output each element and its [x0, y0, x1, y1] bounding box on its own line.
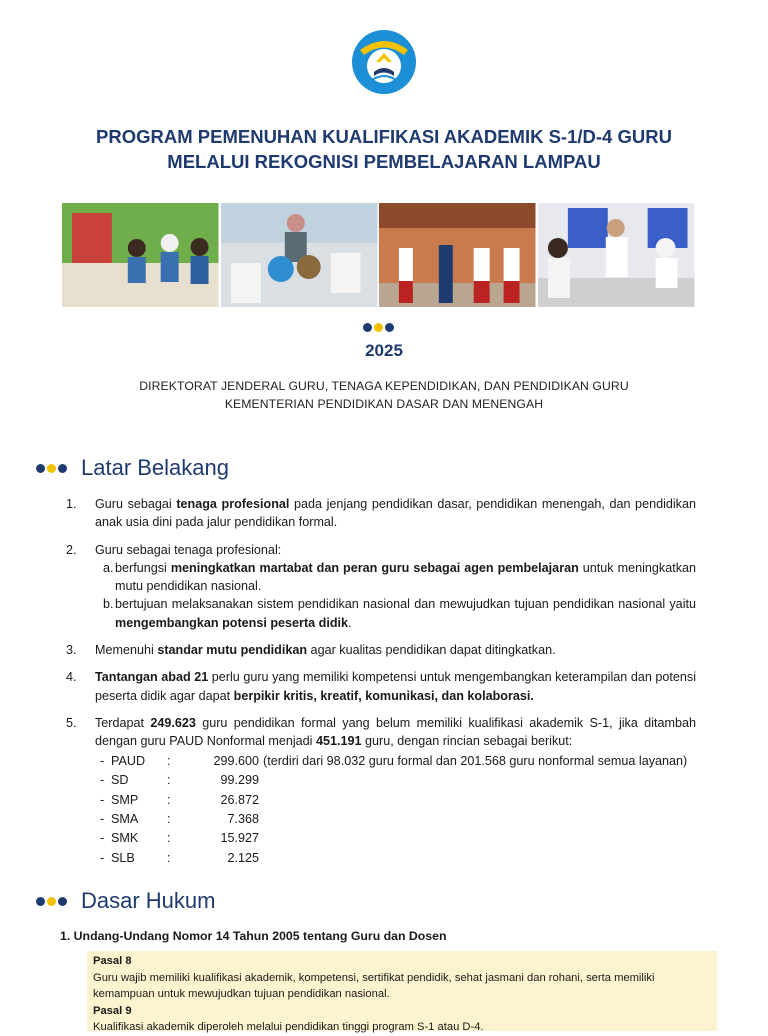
- sub-item: a. berfungsi meningkatkan martabat dan peran guru sebagai agen pembelajaran untuk meningkatkan mutu pendidikan nasional.: [103, 560, 696, 594]
- title-line-1: PROGRAM PEMENUHAN KUALIFIKASI AKADEMIK S-1/D-4 GURU: [96, 126, 672, 147]
- pasal-text: Kualifikasi akademik diperoleh melalui pendidikan tinggi program S-1 atau D-4.: [93, 1021, 484, 1033]
- section-title: Latar Belakang: [81, 455, 229, 480]
- item-text: Guru sebagai tenaga profesional pada jenjang pendidikan dasar, pendidikan menengah, dan pendidikan anak usia dini pada jalur pendidikan formal.: [95, 497, 696, 530]
- item-number: 1.: [66, 497, 77, 511]
- item-text: Tantangan abad 21 perlu guru yang memiliki kompetensi untuk mengembangkan keterampilan dan potensi peserta didik agar dapat berpikir kritis, kreatif, komunikasi, dan kolaborasi.: [95, 670, 697, 703]
- list-item: [66, 641, 696, 659]
- list-item: [66, 668, 696, 705]
- section-dots-icon: [36, 897, 67, 906]
- classroom-photo-2: [221, 203, 378, 307]
- teacher-count-table: [95, 752, 696, 868]
- table-row: - SMP : 26.872: [100, 792, 259, 807]
- item-number: 3.: [66, 643, 77, 658]
- item-number: 4.: [66, 670, 77, 685]
- pasal-heading: Pasal 9: [93, 1004, 132, 1017]
- item-text: Guru sebagai tenaga profesional: a. berfungsi meningkatkan martabat dan peran guru sebagai agen pembelajaran untuk meningkatkan mutu pendidikan nasional. b. bertujuan melaksanakan sistem pendidikan nasional dan mewujudkan tujuan pendidikan nasional yaitu mengembangkan potensi peserta didik.: [95, 541, 696, 632]
- list-item: [66, 541, 696, 632]
- item-text: Memenuhi standar mutu pendidikan agar kualitas pendidikan dapat ditingkatkan.: [95, 643, 556, 658]
- sub-item: b. bertujuan melaksanakan sistem pendidikan nasional dan mewujudkan tujuan pendidikan nasional yaitu mengembangkan potensi peserta didik.: [103, 597, 696, 630]
- section-heading-dasar: [36, 888, 215, 914]
- law-excerpt-box: [87, 951, 717, 1031]
- document-year: 2025: [365, 341, 403, 360]
- background-list: [66, 495, 696, 876]
- decorative-dots-icon: [363, 323, 394, 332]
- document-title: [0, 124, 768, 174]
- classroom-photo-1: [62, 203, 219, 307]
- org-line-2: KEMENTERIAN PENDIDIKAN DASAR DAN MENENGAH: [224, 397, 544, 411]
- org-line-1: DIREKTORAT JENDERAL GURU, TENAGA KEPENDIDIKAN, DAN PENDIDIKAN GURU: [139, 379, 629, 393]
- pasal-heading: Pasal 8: [93, 955, 132, 967]
- table-row: - SLB : 2.125: [100, 850, 259, 865]
- kemendikdasmen-logo-icon: [350, 28, 418, 96]
- section-heading-latar: [36, 455, 229, 481]
- list-item: [66, 495, 696, 532]
- table-row: - SMK : 15.927: [100, 831, 259, 846]
- school-yard-photo: [379, 203, 536, 307]
- title-line-2: MELALUI REKOGNISI PEMBELAJARAN LAMPAU: [167, 151, 601, 172]
- table-row: - PAUD : 299.600 (terdiri dari 98.032 guru formal dan 201.568 guru nonformal semua layanan): [100, 754, 688, 769]
- item-text: Terdapat 249.623 guru pendidikan formal yang belum memiliki kualifikasi akademik S-1, jika ditambah dengan guru PAUD Nonformal menjadi 451.191 guru, dengan rincian sebagai berikut: - PAUD : 299.600 (terdiri dari 98.032 guru formal dan 201.568 guru nonformal semua layanan) - SD : 99.299 - SMP : 26.872 - SMA : 7.368 - SMK : 15.927 - SLB : 2.125: [95, 714, 696, 867]
- section-title: Dasar Hukum: [81, 888, 216, 913]
- law-title: 1. Undang-Undang Nomor 14 Tahun 2005 tentang Guru dan Dosen: [60, 929, 447, 943]
- lab-classroom-photo: [538, 203, 695, 307]
- table-row: - SMA : 7.368: [100, 811, 259, 826]
- pasal-text: Guru wajib memiliki kualifikasi akademik, kompetensi, sertifikat pendidik, sehat jasmani dan rohani, serta memiliki kemampuan untuk mewujudkan tujuan pendidikan nasional.: [93, 971, 655, 1000]
- section-dots-icon: [36, 464, 67, 473]
- table-row: - SD : 99.299: [100, 773, 259, 788]
- list-item: [66, 714, 696, 867]
- item-number: 5.: [66, 715, 77, 730]
- item-number: 2.: [66, 542, 77, 557]
- photo-strip: [62, 203, 694, 307]
- organization-name: [0, 377, 768, 413]
